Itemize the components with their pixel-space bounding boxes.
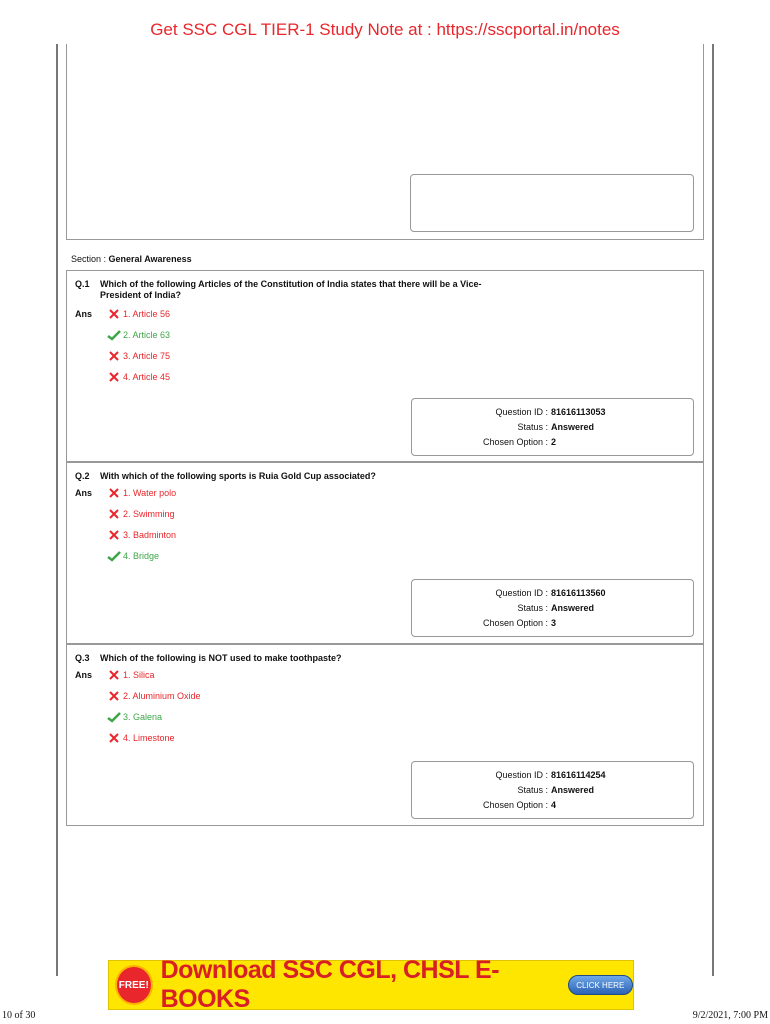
option-item: 3. Galena (107, 711, 162, 723)
cross-icon (107, 350, 121, 362)
option-item: 2. Aluminium Oxide (107, 690, 201, 702)
question-text: With which of the following sports is Ruia Gold Cup associated? (100, 471, 376, 481)
question-text: Which of the following Articles of the Constitution of India states that there will be a Vice-President of India? (100, 279, 482, 300)
question-info-box: Question ID : 81616114254 Status : Answered Chosen Option : 4 (411, 761, 694, 819)
question-block (66, 270, 704, 462)
previous-info-box (410, 174, 694, 232)
chosen-option-value: 3 (551, 618, 557, 628)
question-block (66, 644, 704, 826)
check-icon (107, 329, 121, 341)
option-item: 3. Badminton (107, 529, 176, 541)
check-icon (107, 550, 121, 562)
ans-label: Ans (75, 670, 93, 680)
cross-icon (107, 529, 121, 541)
ans-label: Ans (75, 488, 93, 498)
option-item: 3. Article 75 (107, 350, 170, 362)
option-item: 2. Article 63 (107, 329, 170, 341)
free-badge: FREE! (115, 965, 153, 1005)
question-block (66, 462, 704, 644)
banner-text: Download SSC CGL, CHSL E-BOOKS (160, 956, 500, 1013)
page-left-border (56, 44, 58, 976)
chosen-option-value: 4 (551, 800, 557, 810)
header-study-note-link[interactable]: Get SSC CGL TIER-1 Study Note at : https://sscportal.in/notes (150, 20, 620, 39)
cross-icon (107, 371, 121, 383)
ans-label: Ans (75, 309, 93, 319)
option-item: 2. Swimming (107, 508, 175, 520)
section-name: General Awareness (108, 254, 192, 264)
question-text: Which of the following is NOT used to make toothpaste? (100, 653, 342, 663)
status-value: Answered (551, 785, 595, 795)
question-number: Q.2 (75, 471, 90, 481)
cross-icon (107, 508, 121, 520)
question-id-value: 81616113560 (551, 588, 606, 598)
cross-icon (107, 690, 121, 702)
question-info-box: Question ID : 81616113560 Status : Answered Chosen Option : 3 (411, 579, 694, 637)
download-ebooks-banner[interactable] (108, 956, 634, 1013)
question-info-box: Question ID : 81616113053 Status : Answered Chosen Option : 2 (411, 398, 694, 456)
cross-icon (107, 669, 121, 681)
question-id-value: 81616113053 (551, 407, 606, 417)
option-item: 4. Limestone (107, 732, 175, 744)
cross-icon (107, 487, 121, 499)
option-item: 1. Article 56 (107, 308, 170, 320)
option-item: 1. Water polo (107, 487, 176, 499)
option-item: 1. Silica (107, 669, 155, 681)
option-item: 4. Article 45 (107, 371, 170, 383)
question-number: Q.1 (75, 279, 90, 289)
section-label: Section : General Awareness (71, 254, 192, 264)
option-item: 4. Bridge (107, 550, 159, 562)
question-number: Q.3 (75, 653, 90, 663)
status-value: Answered (551, 603, 595, 613)
cross-icon (107, 732, 121, 744)
check-icon (107, 711, 121, 723)
print-datetime: 9/2/2021, 7:00 PM (692, 1010, 768, 1021)
click-here-button[interactable]: CLICK HERE (568, 975, 633, 995)
cross-icon (107, 308, 121, 320)
question-id-value: 81616114254 (551, 770, 606, 780)
status-value: Answered (551, 422, 595, 432)
page-number: 10 of 30 (2, 1010, 36, 1021)
page-right-border (712, 44, 714, 976)
chosen-option-value: 2 (551, 437, 557, 447)
